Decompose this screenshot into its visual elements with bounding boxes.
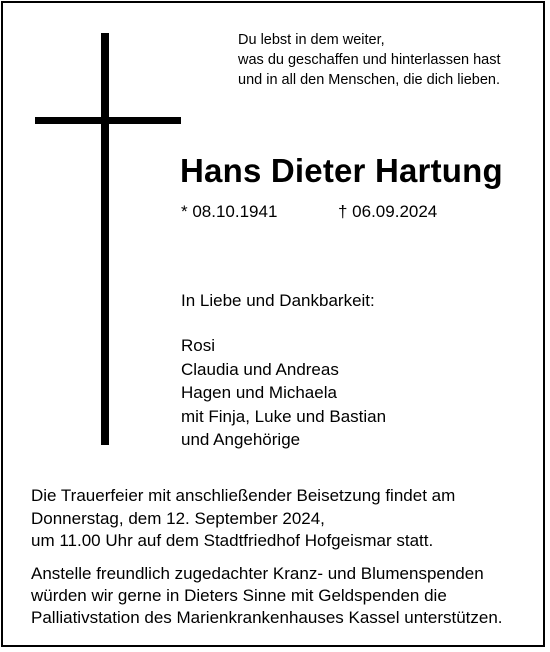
motto-line: Du lebst in dem weiter, (238, 32, 385, 48)
mourner-item: Hagen und Michaela (181, 383, 337, 402)
mourner-item: und Angehörige (181, 430, 301, 449)
donation-line: Palliativstation des Marienkrankenhauses Kassel unterstützen. (31, 608, 503, 627)
birth-date: * 08.10.1941 (181, 202, 278, 221)
mourner-item: Claudia und Andreas (181, 359, 339, 379)
mourners-list (181, 334, 386, 452)
death-date: † 06.09.2024 (338, 202, 438, 221)
funeral-line: Donnerstag, dem 12. September 2024, (31, 508, 325, 528)
donation-line: würden wir gerne in Dieters Sinne mit Geldspenden die (31, 586, 447, 605)
thanks-heading: In Liebe und Dankbarkeit: (181, 291, 375, 310)
funeral-line: Die Trauerfeier mit anschließender Beisetzung findet am (31, 486, 456, 505)
mourner-item: mit Finja, Luke und Bastian (181, 406, 387, 426)
motto-quote (238, 30, 501, 90)
motto-line: was du geschaffen und hinterlassen hast (238, 52, 501, 68)
funeral-line: um 11.00 Uhr auf dem Stadtfriedhof Hofgeismar statt. (31, 531, 434, 550)
deceased-name: Hans Dieter Hartung (180, 152, 503, 189)
cross-horizontal-bar (35, 117, 181, 124)
donation-line: Anstelle freundlich zugedachter Kranz- und Blumenspenden (31, 564, 484, 583)
motto-line: und in all den Menschen, die dich lieben. (238, 72, 500, 88)
cross-vertical-bar (101, 33, 109, 445)
funeral-notice (31, 485, 455, 553)
mourner-item: Rosi (181, 336, 216, 355)
donation-notice (31, 563, 503, 629)
